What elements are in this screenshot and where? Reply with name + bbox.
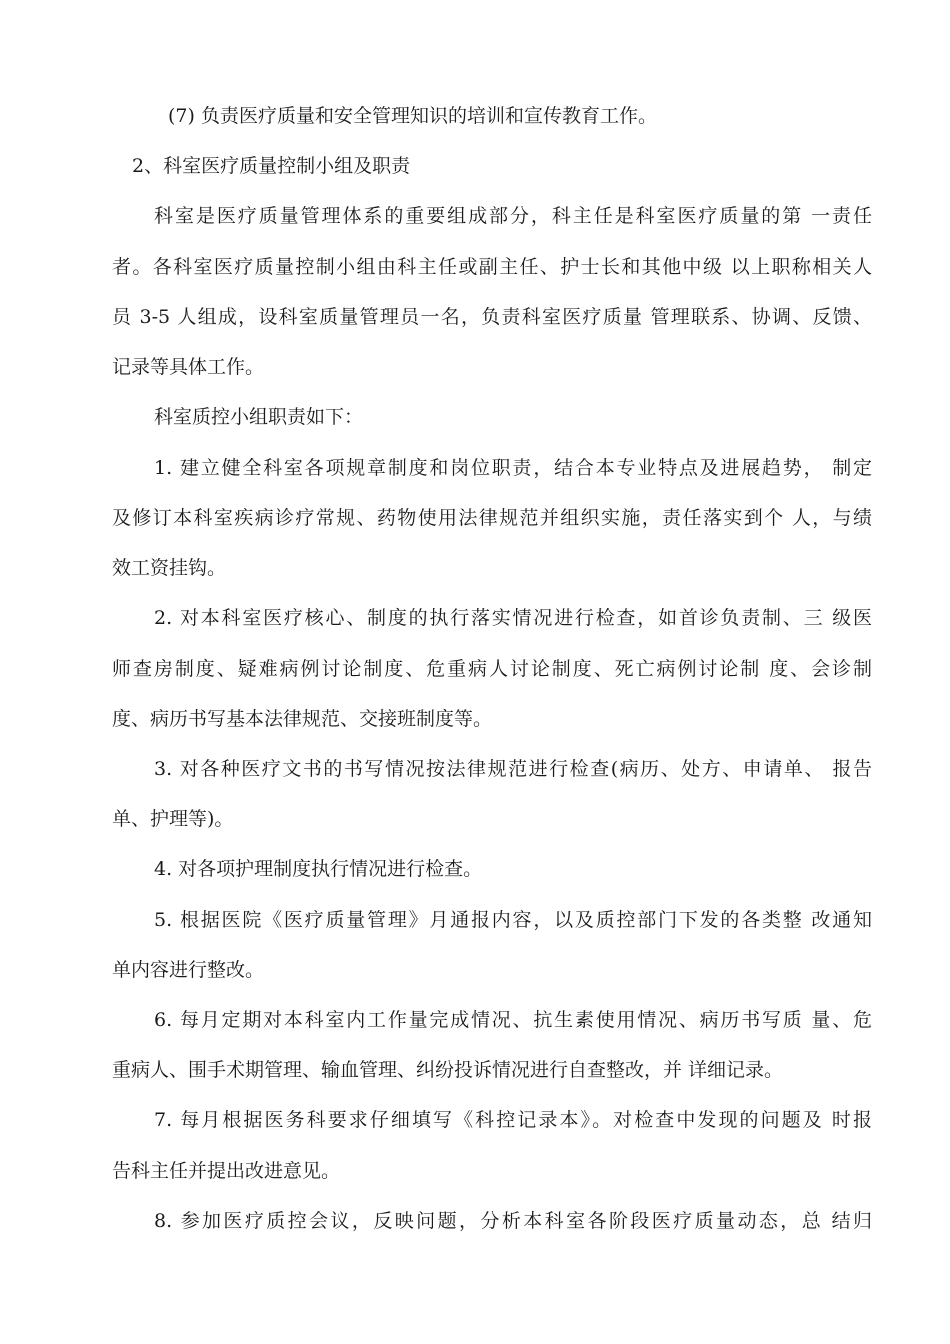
paragraph-line: 科室是医疗质量管理体系的重要组成部分，科主任是科室医疗质量的第 一责任 [154, 205, 872, 227]
paragraph-line: 科室质控小组职责如下： [154, 406, 364, 428]
paragraph-line: 者。各科室医疗质量控制小组由科主任或副主任、护士长和其他中级 以上职称相关人 [112, 256, 872, 278]
list-item-line: 告科主任并提出改进意见。 [112, 1160, 341, 1182]
paragraph-line: 员 3-5 人组成，设科室质量管理员一名，负责科室医疗质量 管理联系、协调、反馈、 [112, 306, 872, 328]
list-item-line: 7. 每月根据医务科要求仔细填写《科控记录本》。对检查中发现的问题及 时报 [154, 1109, 872, 1131]
list-item-line: 4. 对各项护理制度执行情况进行检查。 [154, 858, 483, 880]
list-item-line: 5. 根据医院《医疗质量管理》月通报内容，以及质控部门下发的各类整 改通知 [154, 909, 872, 931]
list-item-line: 重病人、围手术期管理、输血管理、纠纷投诉情况进行自查整改，并 详细记录。 [112, 1059, 784, 1081]
list-item-line: 6. 每月定期对本科室内工作量完成情况、抗生素使用情况、病历书写质 量、危 [154, 1009, 872, 1031]
paragraph-line: 记录等具体工作。 [112, 356, 265, 378]
list-item-line: 3. 对各种医疗文书的书写情况按法律规范进行检查(病历、处方、申请单、 报告 [154, 758, 872, 780]
list-item-line: 单、护理等)。 [112, 808, 234, 830]
list-item-line: 2. 对本科室医疗核心、制度的执行落实情况进行检查，如首诊负责制、三 级医 [154, 607, 872, 629]
section-heading: 2、科室医疗质量控制小组及职责 [132, 155, 411, 177]
list-item-line: 度、病历书写基本法律规范、交接班制度等。 [112, 708, 493, 730]
list-item-line: 效工资挂钩。 [112, 557, 227, 579]
list-item-line: 8. 参加医疗质控会议，反映问题，分析本科室各阶段医疗质量动态，总 结归 [154, 1210, 872, 1232]
list-item-line: 单内容进行整改。 [112, 959, 265, 981]
list-item-line: 师查房制度、疑难病例讨论制度、危重病人讨论制度、死亡病例讨论制 度、会诊制 [112, 658, 872, 680]
list-item-7: (7) 负责医疗质量和安全管理知识的培训和宣传教育工作。 [168, 105, 657, 127]
list-item-line: 及修订本科室疾病诊疗常规、药物使用法律规范并组织实施，责任落实到个 人，与绩 [112, 507, 872, 529]
list-item-line: 1. 建立健全科室各项规章制度和岗位职责，结合本专业特点及进展趋势， 制定 [154, 457, 872, 479]
